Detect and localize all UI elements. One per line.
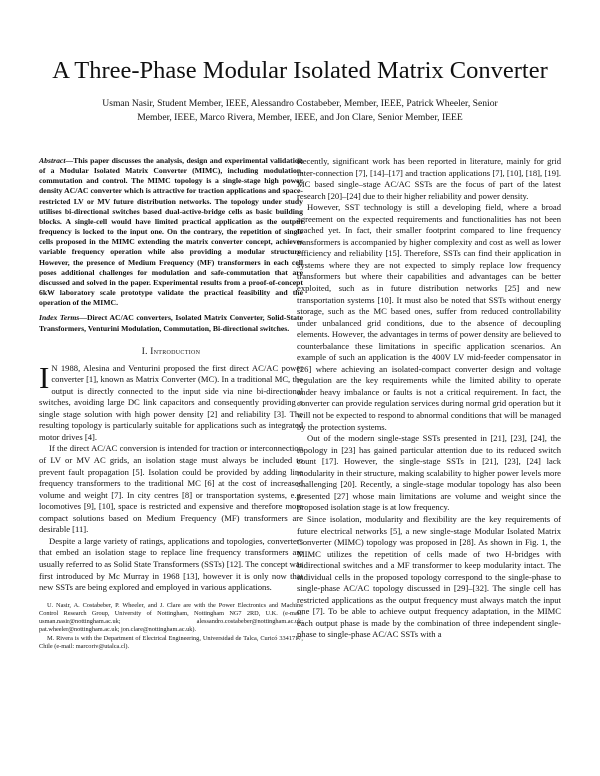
drop-cap: I	[39, 359, 50, 395]
intro-paragraph-1	[39, 359, 303, 444]
body-paragraph-3: Out of the modern single-stage SSTs presented in [21], [23], [24], the topology in [23] has gained particular attention due to its reduced switch count [17]. However, the single-stage SSTs in [21], [23], [24] lack modularity in their structure, making scalability to higher power levels more challenging [20]. Recently, a single-stage modular topology has also been presented [27] whose main limitations are volume and weight since the proposed isolation stage is at low frequency.	[297, 433, 561, 513]
intro-paragraph-2: If the direct AC/AC conversion is intended for traction or interconnection of LV or MV AC grids, an isolation stage must always be included to prevent fault propagation [5]. Isolation could be provided by adding line frequency transformers to the traditional MC [6] at the cost of increased volume and weight [7]. In city centres [8] or transportation systems, e.g. locomotives [9], [10], space is restricted and expensive and therefore more compact solutions based on Medium Frequency (MF) transformers are desirable [11].	[39, 443, 303, 535]
body-paragraph-2: However, SST technology is still a developing field, where a broad agreement on the expected requirements and functionalities has not been reached yet. In fact, their smaller footprint compared to line frequency transformers is accompanied by higher complexity and cost as well as lower efficiency and reliability [15]. Therefore, SSTs can find their application in systems where they are not expected to simply replace low frequency transformers but where their capabilities and advantages can be better exploited, such as in future distribution networks [25] and new transportation systems [10]. It must also be noted that SSTs without energy storage, such as the MC based ones, suffer from reduced controllability under unbalanced grid conditions, due to the absence of decoupling elements. However, the advantages in terms of power density are believed to counterbalance these limitations in specific application scenarios. An example of such an application is the 400V LV mid-feeder compensator in [26] where achieving an isolated-compact converter design and voltage regulation are the key requirements while the limited ability to operate under heavy imbalance or faults is not a critical requirement. In fact, the converter can provide regulation services during normal grid operation but it will not be expected to respond to abnormal conditions that will be managed by the protection systems.	[297, 202, 561, 432]
intro-paragraph-3: Despite a large variety of ratings, applications and topologies, converters that embed an isolation stage to replace line frequency transformers are usually referred to as Solid State Transformers (SSTs) [12]. The concept was first introduced by Mc Murray in 1968 [13], however it is only now that new SSTs are being explored and employed in various applications.	[39, 535, 303, 593]
intro-paragraph-1-text: N 1988, Alesina and Venturini proposed the first direct AC/AC power converter [1], known as Matrix Converter (MC). In a traditional MC, the output is directly connected to the input side via nine bi-directional switches, avoiding large DC link capacitors and consequently providing a single stage solution with high power density [2] and reliability [3]. The resulting topology is particularly suitable for applications such as integrated motor drives [4].	[39, 362, 303, 442]
paper-title: A Three-Phase Modular Isolated Matrix Converter	[52, 57, 548, 84]
index-terms-text: —Direct AC/AC converters, Isolated Matrix Converter, Solid-State Transformers, Venturini Modulation, Commutation, Bi-directional switches.	[39, 313, 303, 333]
abstract-text: —This paper discusses the analysis, design and experimental validation of a Modular Isolated Matrix Converter (MIMC), including modulation, commutation and control. The MIMC topology is a single-stage high power density AC/AC converter which is attractive for traction applications and space-restricted LV or MV future distribution networks. The topology under study utilises bi-directional switches based dual-active-bridge cells as basic building blocks. A single-cell would have limited practical application as the output frequency is locked to the input one. On the contrary, the repetition of single cells proposed in the MIMC extending the matrix converter concept, achieves variable frequency operation while also providing a modular structure. However, the presence of Medium Frequency (MF) transformers in each cell poses additional challenges for modulation and safe-commutation that are discussed and solved in the paper. Experimental results from a proof-of-concept 6kW laboratory scale prototype validate the practical feasibility and the operation of the MIMC.	[39, 156, 303, 308]
body-paragraph-1: Recently, significant work has been reported in literature, mainly for grid inter-connection [7], [14]–[17] and traction applications [7], [10], [18], [19]. MC based single–stage AC/AC SSTs are the focus of part of the latest research [20]–[24] due to their higher reliability and power density.	[297, 156, 561, 201]
footnote-affiliation-2: M. Rivera is with the Department of Electrical Engineering, Universidad de Talca, Curicó 3341717, Chile (e-mail: marcoriv@utalca.cl).	[39, 634, 303, 651]
author-list: Usman Nasir, Student Member, IEEE, Alessandro Costabeber, Member, IEEE, Patrick Wheeler, Senior Member, IEEE, Marco Rivera, Member, IEEE, and Jon Clare, Senior Member, IEEE	[102, 98, 498, 123]
abstract-label: Abstract	[39, 156, 66, 165]
body-paragraph-4: Since isolation, modularity and flexibility are the key requirements of future electrical networks [5], a new single-stage Modular Isolated Matrix Converter (MIMC) topology was proposed in [28]. As shown in Fig. 1, the MIMC utilizes the repetition of cells made of two H-bridges with bidirectional switches and a MF transformer to keep modularity intact. The individual cells in the proposed topology correspond to the single-phase to single-phase AC/AC topology discussed in [29]–[32]. The single cell has restricted applications as the output frequency must always match the input one [7]. To be able to achieve output frequency adaptation, in the MIMC each output phase is made by the combination of three independent single-phase to single-phase AC/AC SSTs with a	[297, 513, 561, 640]
index-terms	[39, 313, 303, 333]
right-column	[297, 156, 561, 641]
index-terms-label: Index Terms	[39, 313, 80, 323]
abstract	[39, 156, 303, 308]
footnote-affiliation-1: U. Nasir, A. Costabeber, P. Wheeler, and J. Clare are with the Power Electronics and Machine Control Research Group, University of Nottingham, Nottingham NG7 2RD, U.K. (e-mail: usman.nasir@nottingham.ac.uk; alessandro.costabeber@nottingham.ac.uk; pat.wheeler@nottingham.ac.uk; jon.clare@nottingham.ac.uk).	[39, 601, 303, 634]
section-heading-introduction: I. Introduction	[141, 345, 201, 356]
left-column	[39, 156, 303, 651]
